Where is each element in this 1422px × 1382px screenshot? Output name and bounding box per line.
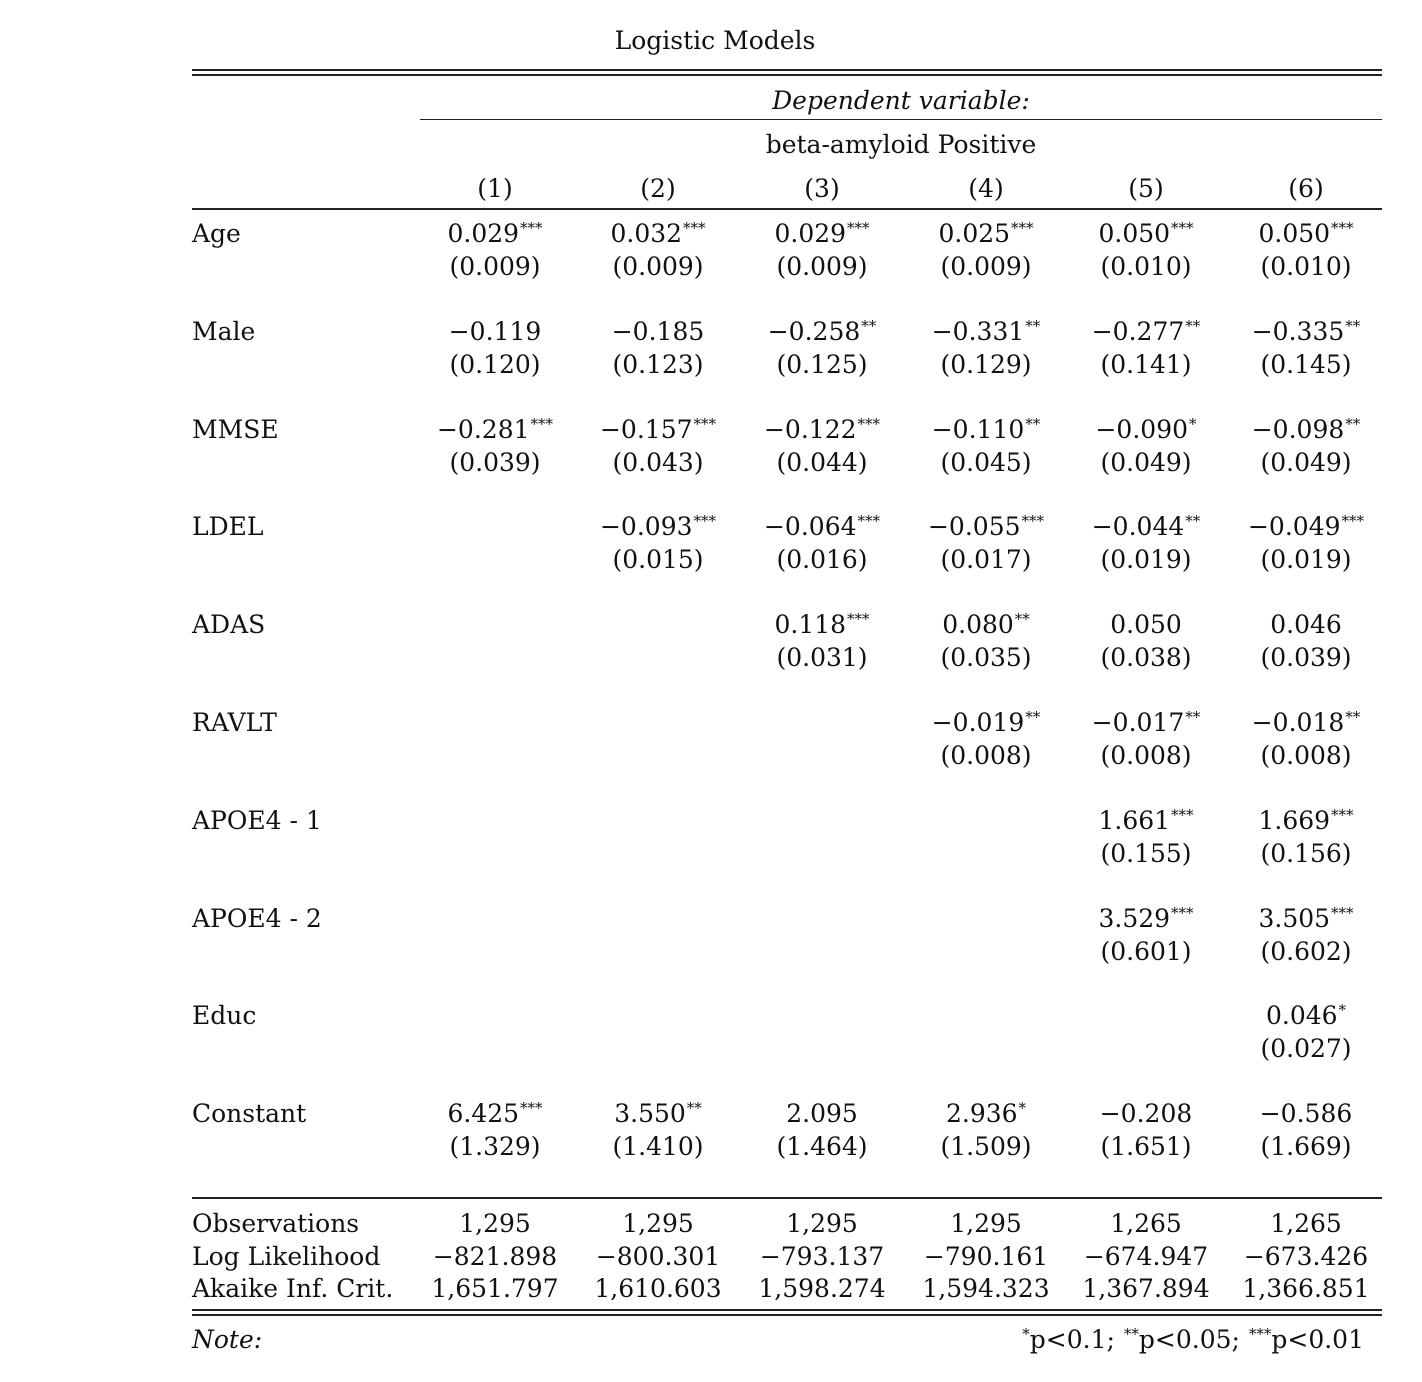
coefficient-cell <box>600 415 716 448</box>
stat-cell-value: 1,598.274 <box>758 1274 886 1303</box>
standard-error-cell-value: (0.602) <box>1260 937 1352 966</box>
standard-error-cell-value: (0.043) <box>612 448 704 477</box>
stat-cell <box>1242 1274 1369 1304</box>
row-label: RAVLT <box>192 708 277 737</box>
standard-error-cell <box>776 643 867 673</box>
standard-error-cell <box>1100 252 1191 282</box>
coefficient-cell <box>1098 904 1193 937</box>
stat-cell-value: −674.947 <box>1083 1242 1209 1271</box>
coefficient-cell <box>1095 415 1196 448</box>
stat-cell-value: −793.137 <box>759 1242 885 1271</box>
top-rule-1 <box>192 69 1382 71</box>
coefficient-cell <box>612 317 705 347</box>
coefficient-cell-value: −0.119 <box>448 317 542 346</box>
coefficient-cell <box>447 1099 542 1132</box>
significance-stars: ** <box>686 1099 702 1117</box>
column-header-3 <box>804 174 839 204</box>
coefficient-cell-value: −0.586 <box>1259 1099 1353 1128</box>
standard-error-cell <box>1100 643 1191 673</box>
coefficient-cell-value: 2.936 <box>945 1099 1018 1128</box>
significance-stars: *** <box>857 415 881 433</box>
standard-error-cell <box>940 252 1031 282</box>
standard-error-cell <box>1100 839 1191 869</box>
coefficient-cell <box>449 317 542 347</box>
significance-stars: ** <box>861 317 877 335</box>
coefficient-cell <box>786 1099 858 1129</box>
standard-error-cell-value: (1.329) <box>449 1132 541 1161</box>
significance-stars: *** <box>530 415 554 433</box>
significance-stars: *** <box>847 219 870 237</box>
stat-cell-value: 1,295 <box>459 1209 531 1238</box>
standard-error-cell <box>612 1132 703 1162</box>
standard-error-cell <box>612 252 703 282</box>
coefficient-cell <box>768 317 877 350</box>
standard-error-cell <box>940 448 1031 478</box>
standard-error-cell-value: (0.045) <box>940 448 1032 477</box>
bottom-rule-1 <box>192 1309 1382 1311</box>
significance-stars: ** <box>1025 415 1041 433</box>
standard-error-cell-value: (0.008) <box>940 741 1032 770</box>
standard-error-cell <box>1100 545 1191 575</box>
note-threshold: p<0.1; <box>1029 1325 1123 1354</box>
coefficient-cell-value: 6.425 <box>447 1099 520 1128</box>
standard-error-cell-value: (0.015) <box>612 545 704 574</box>
note-stars: *** <box>1248 1325 1272 1343</box>
coefficient-cell <box>1092 708 1201 741</box>
standard-error-cell <box>776 350 867 380</box>
standard-error-cell-value: (0.008) <box>1260 741 1352 770</box>
coefficient-cell-value: −0.044 <box>1091 512 1185 541</box>
coefficient-cell <box>1270 610 1342 640</box>
standard-error-cell <box>776 545 867 575</box>
top-rule-2 <box>192 74 1382 76</box>
significance-stars: *** <box>520 219 543 237</box>
standard-error-cell <box>940 741 1031 771</box>
standard-error-cell <box>1260 839 1351 869</box>
standard-error-cell <box>1100 741 1191 771</box>
row-label: Age <box>192 219 241 248</box>
standard-error-cell <box>1260 1132 1351 1162</box>
stat-cell <box>433 1242 557 1272</box>
significance-stars: *** <box>1021 512 1045 530</box>
dependent-variable-rule <box>420 119 1382 120</box>
stat-cell-value: 1,295 <box>622 1209 694 1238</box>
coefficient-cell-value: −0.208 <box>1099 1099 1193 1128</box>
coefficient-cell <box>1100 1099 1193 1129</box>
significance-stars: *** <box>693 512 717 530</box>
coefficient-cell <box>1098 219 1193 252</box>
coefficient-cell-value: −0.185 <box>611 317 705 346</box>
significance-stars: *** <box>1331 904 1354 922</box>
coefficient-cell <box>774 610 869 643</box>
column-header-2-value: (2) <box>640 174 676 203</box>
significance-stars: ** <box>1025 708 1041 726</box>
significance-stars: * <box>1189 415 1197 433</box>
coefficient-cell <box>1110 610 1182 640</box>
coefficient-cell <box>437 415 553 448</box>
coefficient-cell <box>1092 512 1201 545</box>
standard-error-cell-value: (0.145) <box>1260 350 1352 379</box>
coefficient-cell-value: −0.331 <box>931 317 1025 346</box>
standard-error-cell <box>940 1132 1031 1162</box>
coefficient-cell-value: 0.029 <box>447 219 520 248</box>
standard-error-cell-value: (0.049) <box>1100 448 1192 477</box>
significance-note <box>1021 1325 1364 1358</box>
standard-error-cell-value: (0.141) <box>1100 350 1192 379</box>
standard-error-cell-value: (0.156) <box>1260 839 1352 868</box>
standard-error-cell-value: (0.601) <box>1100 937 1192 966</box>
stat-label: Akaike Inf. Crit. <box>192 1274 394 1303</box>
standard-error-cell-value: (0.010) <box>1100 252 1192 281</box>
standard-error-cell-value: (0.031) <box>776 643 868 672</box>
stat-cell <box>1244 1242 1368 1272</box>
bottom-rule-2 <box>192 1314 1382 1316</box>
column-header-5 <box>1128 174 1163 204</box>
coefficient-cell <box>1260 1099 1353 1129</box>
standard-error-cell <box>940 643 1031 673</box>
standard-error-cell-value: (0.017) <box>940 545 1032 574</box>
column-header-5-value: (5) <box>1128 174 1164 203</box>
standard-error-cell <box>940 350 1031 380</box>
column-header-6 <box>1288 174 1323 204</box>
coefficient-cell-value: 0.046 <box>1270 610 1342 639</box>
standard-error-cell <box>1260 545 1351 575</box>
standard-error-cell-value: (0.038) <box>1100 643 1192 672</box>
coefficient-cell <box>600 512 716 545</box>
stat-cell-value: −673.426 <box>1243 1242 1369 1271</box>
note-threshold: p<0.05; <box>1138 1325 1248 1354</box>
coefficient-cell-value: −0.277 <box>1091 317 1185 346</box>
coefficient-cell-value: −0.093 <box>599 512 693 541</box>
coefficient-cell <box>614 1099 702 1132</box>
row-label: LDEL <box>192 512 264 541</box>
standard-error-cell-value: (0.027) <box>1260 1034 1352 1063</box>
significance-stars: *** <box>1331 219 1354 237</box>
stat-cell <box>760 1242 884 1272</box>
stat-cell-value: 1,651.797 <box>431 1274 559 1303</box>
standard-error-cell <box>776 252 867 282</box>
standard-error-cell-value: (1.509) <box>940 1132 1032 1161</box>
coefficient-cell <box>1258 904 1353 937</box>
coefficient-cell <box>764 415 880 448</box>
significance-stars: *** <box>1171 806 1194 824</box>
standard-error-cell <box>940 545 1031 575</box>
coefficient-cell-value: 2.095 <box>786 1099 858 1128</box>
stat-cell-value: 1,265 <box>1270 1209 1342 1238</box>
standard-error-cell-value: (0.016) <box>776 545 868 574</box>
significance-stars: * <box>1018 1099 1027 1117</box>
coefficient-cell <box>1258 219 1353 252</box>
dependent-variable-name: beta-amyloid Positive <box>765 130 1037 159</box>
standard-error-cell <box>612 545 703 575</box>
significance-stars: *** <box>683 219 706 237</box>
standard-error-cell-value: (1.464) <box>776 1132 868 1161</box>
standard-error-cell-value: (0.129) <box>940 350 1032 379</box>
coefficient-cell-value: 0.050 <box>1258 219 1331 248</box>
stat-label: Observations <box>192 1209 360 1238</box>
standard-error-cell <box>1260 937 1351 967</box>
column-header-4-value: (4) <box>968 174 1004 203</box>
coefficient-cell <box>1252 317 1361 350</box>
column-header-1 <box>477 174 512 204</box>
note-stars: ** <box>1123 1325 1139 1343</box>
row-label: Male <box>192 317 256 346</box>
standard-error-cell-value: (0.039) <box>1260 643 1352 672</box>
coefficient-cell-value: −0.157 <box>599 415 693 444</box>
standard-error-cell-value: (0.009) <box>612 252 704 281</box>
stat-cell <box>1084 1242 1208 1272</box>
row-label: Constant <box>192 1099 307 1128</box>
column-header-2 <box>640 174 675 204</box>
stat-cell-value: 1,367.894 <box>1082 1274 1210 1303</box>
standard-error-cell-value: (0.039) <box>449 448 541 477</box>
header-rule <box>192 208 1382 210</box>
row-label: ADAS <box>192 610 266 639</box>
stats-rule <box>192 1197 1382 1199</box>
coefficient-cell-value: −0.090 <box>1095 415 1189 444</box>
standard-error-cell <box>776 448 867 478</box>
significance-stars: *** <box>857 512 881 530</box>
standard-error-cell <box>1260 1034 1351 1064</box>
significance-stars: *** <box>1011 219 1034 237</box>
coefficient-cell-value: −0.017 <box>1091 708 1185 737</box>
coefficient-cell-value: −0.049 <box>1247 512 1341 541</box>
note-stars: * <box>1022 1325 1030 1343</box>
standard-error-cell <box>1100 937 1191 967</box>
stat-cell <box>922 1274 1049 1304</box>
coefficient-cell <box>932 317 1041 350</box>
stat-cell <box>1110 1209 1182 1239</box>
stat-cell <box>950 1209 1022 1239</box>
significance-stars: ** <box>1185 708 1201 726</box>
row-label: APOE4 - 1 <box>192 806 322 835</box>
stat-cell <box>1082 1274 1209 1304</box>
stat-cell-value: −800.301 <box>595 1242 721 1271</box>
coefficient-cell-value: −0.281 <box>436 415 530 444</box>
significance-stars: ** <box>1345 317 1361 335</box>
coefficient-cell-value: −0.110 <box>931 415 1025 444</box>
coefficient-cell-value: 0.050 <box>1110 610 1182 639</box>
stat-cell <box>786 1209 858 1239</box>
stat-cell-value: 1,610.603 <box>594 1274 722 1303</box>
standard-error-cell-value: (0.123) <box>612 350 704 379</box>
standard-error-cell <box>449 350 540 380</box>
standard-error-cell <box>1100 448 1191 478</box>
significance-stars: ** <box>1185 317 1201 335</box>
coefficient-cell <box>1252 708 1361 741</box>
row-label: MMSE <box>192 415 279 444</box>
coefficient-cell <box>1098 806 1193 839</box>
standard-error-cell-value: (0.019) <box>1260 545 1352 574</box>
standard-error-cell <box>1260 643 1351 673</box>
row-label: Educ <box>192 1001 257 1030</box>
stat-cell-value: 1,295 <box>786 1209 858 1238</box>
standard-error-cell-value: (0.049) <box>1260 448 1352 477</box>
standard-error-cell-value: (1.669) <box>1260 1132 1352 1161</box>
standard-error-cell <box>612 350 703 380</box>
coefficient-cell <box>942 610 1030 643</box>
significance-stars: ** <box>1025 317 1041 335</box>
coefficient-cell <box>932 708 1041 741</box>
coefficient-cell-value: −0.019 <box>931 708 1025 737</box>
coefficient-cell-value: 3.505 <box>1258 904 1331 933</box>
significance-stars: ** <box>1345 708 1361 726</box>
standard-error-cell-value: (1.410) <box>612 1132 704 1161</box>
stat-cell <box>594 1274 721 1304</box>
significance-stars: *** <box>520 1099 543 1117</box>
coefficient-cell <box>932 415 1041 448</box>
stat-cell-value: 1,366.851 <box>1242 1274 1370 1303</box>
standard-error-cell <box>449 1132 540 1162</box>
coefficient-cell <box>1252 415 1361 448</box>
standard-error-cell <box>1100 350 1191 380</box>
dependent-variable-label: Dependent variable: <box>772 86 1030 115</box>
standard-error-cell-value: (0.010) <box>1260 252 1352 281</box>
stat-cell-value: −821.898 <box>432 1242 558 1271</box>
standard-error-cell <box>776 1132 867 1162</box>
coefficient-cell-value: 1.661 <box>1098 806 1171 835</box>
standard-error-cell-value: (0.009) <box>776 252 868 281</box>
coefficient-cell <box>1248 512 1364 545</box>
row-label: APOE4 - 2 <box>192 904 322 933</box>
stat-cell <box>1270 1209 1342 1239</box>
coefficient-cell-value: −0.335 <box>1251 317 1345 346</box>
significance-stars: *** <box>1341 512 1365 530</box>
coefficient-cell-value: 3.550 <box>614 1099 686 1128</box>
stat-cell-value: 1,265 <box>1110 1209 1182 1238</box>
stat-cell-value: 1,295 <box>950 1209 1022 1238</box>
coefficient-cell <box>928 512 1044 545</box>
significance-stars: ** <box>1185 512 1201 530</box>
coefficient-cell <box>774 219 869 252</box>
stat-cell <box>924 1242 1048 1272</box>
standard-error-cell-value: (1.651) <box>1100 1132 1192 1161</box>
coefficient-cell <box>1266 1001 1346 1034</box>
coefficient-cell-value: 1.669 <box>1258 806 1331 835</box>
coefficient-cell-value: 0.050 <box>1098 219 1171 248</box>
coefficient-cell-value: 0.046 <box>1265 1001 1338 1030</box>
standard-error-cell <box>1260 252 1351 282</box>
stat-cell-value: 1,594.323 <box>922 1274 1050 1303</box>
standard-error-cell <box>1260 448 1351 478</box>
standard-error-cell-value: (0.009) <box>449 252 541 281</box>
significance-stars: ** <box>1345 415 1361 433</box>
significance-stars: * <box>1338 1001 1347 1019</box>
standard-error-cell <box>1260 350 1351 380</box>
standard-error-cell <box>449 448 540 478</box>
standard-error-cell-value: (0.009) <box>940 252 1032 281</box>
significance-stars: *** <box>693 415 717 433</box>
coefficient-cell <box>447 219 542 252</box>
coefficient-cell-value: −0.098 <box>1251 415 1345 444</box>
significance-stars: ** <box>1014 610 1030 628</box>
note-label: Note: <box>192 1325 263 1354</box>
coefficient-cell-value: 0.025 <box>938 219 1011 248</box>
note-threshold: p<0.01 <box>1271 1325 1364 1354</box>
standard-error-cell <box>612 448 703 478</box>
coefficient-cell-value: −0.064 <box>763 512 857 541</box>
significance-stars: *** <box>847 610 870 628</box>
coefficient-cell-value: −0.055 <box>927 512 1021 541</box>
standard-error-cell-value: (0.120) <box>449 350 541 379</box>
column-header-3-value: (3) <box>804 174 840 203</box>
stat-cell <box>596 1242 720 1272</box>
standard-error-cell <box>449 252 540 282</box>
standard-error-cell-value: (0.125) <box>776 350 868 379</box>
standard-error-cell <box>1260 741 1351 771</box>
coefficient-cell-value: 0.029 <box>774 219 847 248</box>
column-header-1-value: (1) <box>477 174 513 203</box>
significance-stars: *** <box>1331 806 1354 824</box>
coefficient-cell <box>610 219 705 252</box>
standard-error-cell-value: (0.019) <box>1100 545 1192 574</box>
standard-error-cell <box>1100 1132 1191 1162</box>
significance-stars: *** <box>1171 219 1194 237</box>
column-header-6-value: (6) <box>1288 174 1324 203</box>
stat-cell <box>758 1274 885 1304</box>
table-title: Logistic Models <box>614 26 816 55</box>
coefficient-cell <box>938 219 1033 252</box>
column-header-4 <box>968 174 1003 204</box>
coefficient-cell-value: −0.122 <box>763 415 857 444</box>
significance-stars: *** <box>1171 904 1194 922</box>
coefficient-cell-value: −0.018 <box>1251 708 1345 737</box>
standard-error-cell-value: (0.044) <box>776 448 868 477</box>
coefficient-cell-value: 3.529 <box>1098 904 1171 933</box>
stat-cell <box>431 1274 558 1304</box>
standard-error-cell-value: (0.035) <box>940 643 1032 672</box>
coefficient-cell-value: −0.258 <box>767 317 861 346</box>
standard-error-cell-value: (0.155) <box>1100 839 1192 868</box>
stat-label: Log Likelihood <box>192 1242 381 1271</box>
stat-cell <box>622 1209 694 1239</box>
standard-error-cell-value: (0.008) <box>1100 741 1192 770</box>
coefficient-cell-value: 0.032 <box>610 219 683 248</box>
coefficient-cell-value: 0.080 <box>942 610 1014 639</box>
coefficient-cell-value: 0.118 <box>774 610 847 639</box>
coefficient-cell <box>946 1099 1026 1132</box>
coefficient-cell <box>1092 317 1201 350</box>
coefficient-cell <box>1258 806 1353 839</box>
stat-cell-value: −790.161 <box>923 1242 1049 1271</box>
stat-cell <box>459 1209 531 1239</box>
coefficient-cell <box>764 512 880 545</box>
